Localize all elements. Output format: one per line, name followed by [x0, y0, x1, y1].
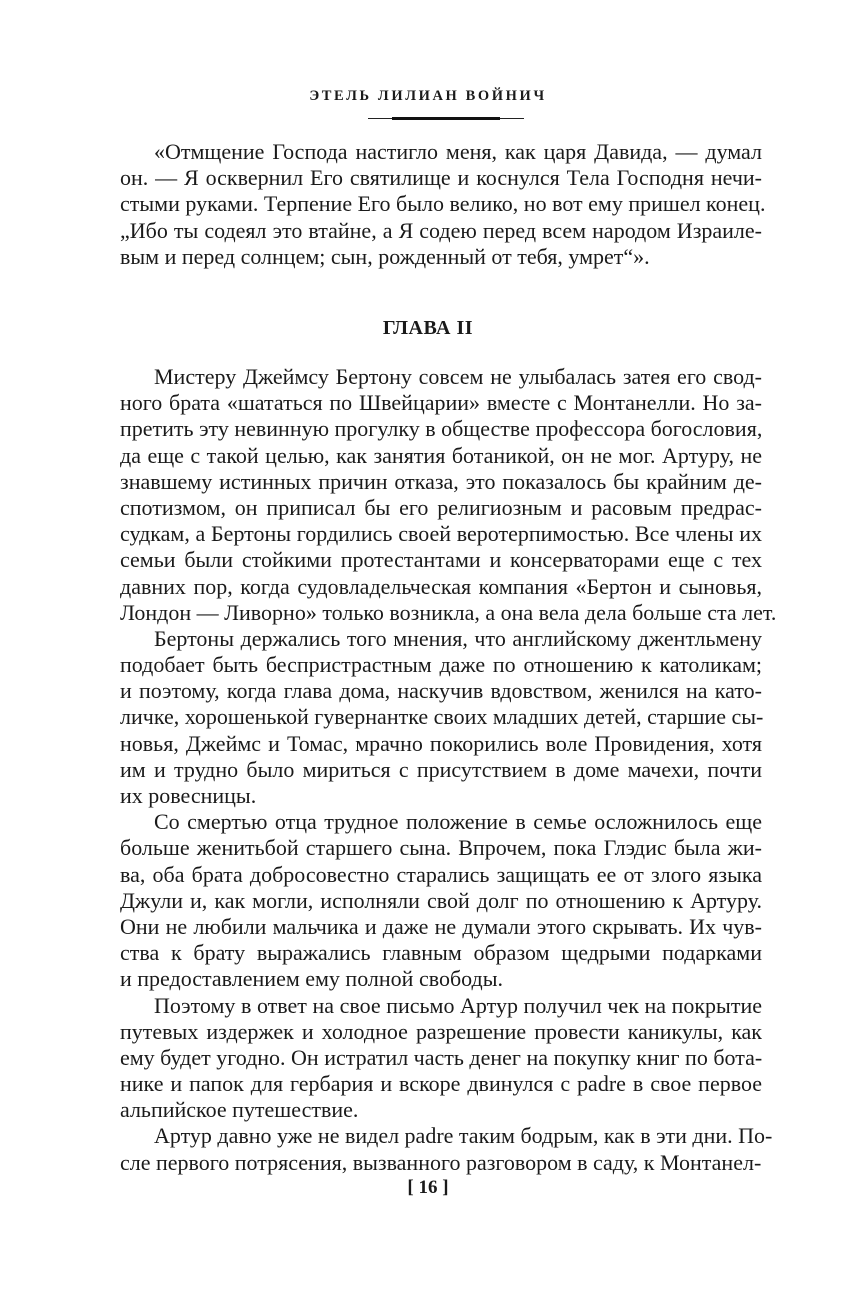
- text-line: вым и перед солнцем; сын, рожденный от тебя, умрет“».: [120, 243, 650, 269]
- paragraph: [120, 993, 762, 1124]
- text-line: больше женитьбой старшего сына. Впрочем, пока Глэдис была жи-: [120, 835, 762, 861]
- text-line: их ровесницы.: [120, 783, 257, 808]
- paragraph: [120, 364, 777, 626]
- chapter-body: [120, 364, 777, 1176]
- text-line: им и трудно было мириться с присутствием в доме мачехи, почти: [120, 756, 762, 782]
- text-line: давних пор, когда судовладельческая компания «Бертон и сыновья,: [120, 573, 762, 599]
- text-line: Они не любили мальчика и даже не думали этого скрывать. Их чув-: [120, 913, 762, 939]
- text-line: знавшему истинных причин отказа, это показалось бы крайним де-: [120, 468, 762, 494]
- text-line: „Ибо ты содеял это втайне, а Я содею перед всем народом Израиле-: [120, 217, 762, 243]
- text-line: да еще с такой целью, как занятия ботаникой, он не мог. Артуру, не: [120, 442, 762, 468]
- paragraph: [120, 1123, 773, 1175]
- text-line: претить эту невинную прогулку в обществе профессора богословия,: [120, 416, 763, 442]
- text-line: Артур давно уже не видел padre таким бодрым, как в эти дни. По-: [154, 1123, 773, 1149]
- text-line: сле первого потрясения, вызванного разговором в саду, к Монтанел-: [120, 1149, 762, 1175]
- text-line: и поэтому, когда глава дома, наскучив вдовством, женился на като-: [120, 678, 762, 704]
- text-line: судкам, а Бертоны гордились своей веротерпимостью. Все члены их: [120, 521, 762, 547]
- text-line: новья, Джеймс и Томас, мрачно покорились воле Провидения, хотя: [120, 730, 762, 756]
- paragraph: [120, 139, 766, 270]
- header-rule-thick: [392, 117, 500, 120]
- text-line: Поэтому в ответ на свое письмо Артур получил чек на покрытие: [154, 992, 762, 1018]
- text-line: семьи были стойкими протестантами и консерваторами еще с тех: [120, 547, 762, 573]
- text-line: Бертоны держались того мнения, что английскому джентльмену: [154, 625, 762, 651]
- text-line: и предоставлением ему полной свободы.: [120, 966, 503, 992]
- text-line: подобает быть беспристрастным даже по отношению к католикам;: [120, 652, 762, 678]
- page-number: [ 16 ]: [407, 1177, 449, 1198]
- text-line: спотизмом, он приписал бы его религиозным и расовым предрас-: [120, 494, 762, 520]
- text-line: ва, оба брата добросовестно старались защищать ее от злого языка: [120, 861, 762, 887]
- paragraph: [120, 626, 762, 809]
- quote-paragraph: [120, 139, 766, 270]
- text-line: «Отмщение Господа настигло меня, как царя Давида, — думал: [154, 139, 762, 164]
- text-line: ства к брату выражались главным образом щедрыми подарками: [120, 940, 762, 966]
- text-line: нике и папок для гербария и вскоре двинулся с padre в свое первое: [120, 1071, 762, 1097]
- paragraph: [120, 809, 762, 992]
- text-line: путевых издержек и холодное разрешение провести каникулы, как: [120, 1018, 762, 1044]
- text-line: Джули и, как могли, исполняли свой долг по отношению к Артуру.: [120, 887, 762, 913]
- text-line: личке, хорошенькой гувернантке своих младших детей, старшие сы-: [120, 704, 764, 730]
- text-line: Мистеру Джеймсу Бертону совсем не улыбалась затея его свод-: [154, 364, 762, 389]
- running-head: ЭТЕЛЬ ЛИЛИАН ВОЙНИЧ: [309, 88, 547, 104]
- text-line: стыми руками. Терпение Его было велико, но вот ему пришел конец.: [120, 191, 766, 217]
- text-line: ему будет угодно. Он истратил часть денег на покупку книг по бота-: [120, 1044, 763, 1070]
- text-line: Лондон — Ливорно» только возникла, а она вела дела больше ста лет.: [120, 599, 777, 625]
- text-line: ного брата «шататься по Швейцарии» вместе с Монтанелли. Но за-: [120, 390, 762, 416]
- text-line: он. — Я осквернил Его святилище и коснулся Тела Господня нечи-: [120, 165, 762, 191]
- chapter-title: ГЛАВА II: [382, 317, 474, 339]
- text-line: альпийское путешествие.: [120, 1097, 359, 1123]
- text-line: Со смертью отца трудное положение в семье осложнилось еще: [154, 809, 762, 835]
